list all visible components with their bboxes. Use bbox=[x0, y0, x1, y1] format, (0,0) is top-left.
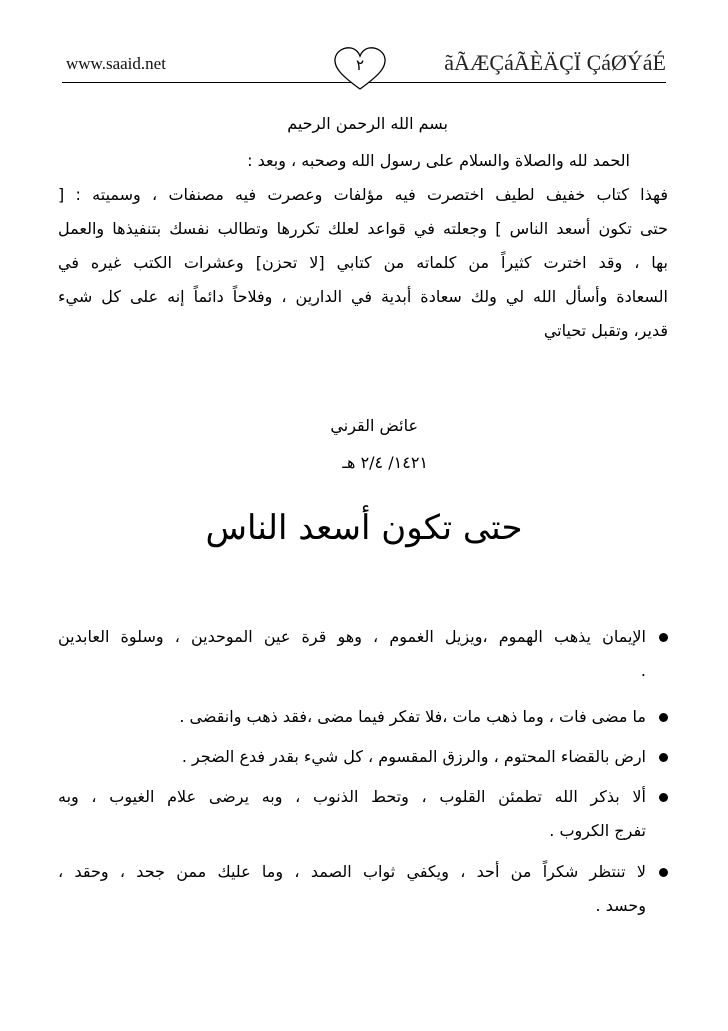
date: ١٤٢١/ ٢/٤ هـ bbox=[342, 453, 428, 472]
header-title: ãÃÆÇáÃÈÄÇÏ ÇáØÝáÉ bbox=[444, 50, 666, 75]
list-item bbox=[58, 780, 668, 850]
book-title: حتى تكون أسعد الناس bbox=[205, 508, 523, 548]
list-item-text: وحسد . bbox=[595, 896, 646, 915]
page-number: ٢ bbox=[355, 56, 365, 74]
list-item bbox=[58, 740, 668, 774]
bullet-icon bbox=[659, 753, 668, 762]
list-item-text: ارض بالقضاء المحتوم ، والرزق المقسوم ، كل شيء بقدر فدع الضجر . bbox=[181, 747, 646, 766]
list-item bbox=[58, 700, 668, 734]
hamd-line: الحمد لله والصلاة والسلام على رسول الله وصحبه ، وبعد : bbox=[247, 151, 630, 170]
page-number-badge bbox=[332, 46, 388, 92]
bullet-icon bbox=[659, 868, 668, 877]
bullet-icon bbox=[659, 793, 668, 802]
paragraph-line: قدير، وتقبل تحياتي bbox=[543, 321, 668, 340]
paragraph-line: بها ، وقد اخترت كثيراً من كلماته من كتابي [لا تحزن] وعشرات الكتب غيره في bbox=[58, 253, 668, 272]
basmala: بسم الله الرحمن الرحيم bbox=[287, 114, 448, 133]
list-item-text: ألا بذكر الله تطمئن القلوب ، وتحط الذنوب ، وبه يرضى علام الغيوب ، وبه bbox=[58, 787, 646, 806]
bullet-icon bbox=[659, 713, 668, 722]
list-item bbox=[58, 620, 668, 690]
paragraph-line: السعادة وأسأل الله لي ولك سعادة أبدية في الدارين ، وفلاحاً دائماً إنه على كل شيء bbox=[58, 287, 668, 306]
author-name: عائض القرني bbox=[330, 416, 418, 435]
paragraph-line: فهذا كتاب خفيف لطيف اختصرت فيه مؤلفات وعصرت فيه مصنفات ، وسميته : [ bbox=[58, 185, 668, 204]
list-item-text: ما مضى فات ، وما ذهب مات ،فلا تفكر فيما مضى ،فقد ذهب وانقضى . bbox=[179, 707, 646, 726]
list-item-text: الإيمان يذهب الهموم ،ويزيل الغموم ، وهو قرة عين الموحدين ، وسلوة العابدين bbox=[58, 627, 646, 646]
list-item-text: لا تنتظر شكراً من أحد ، ويكفي ثواب الصمد ، وما عليك ممن جحد ، وحقد ، bbox=[58, 862, 646, 881]
list-item-text: تفرج الكروب . bbox=[549, 821, 646, 840]
bullet-icon bbox=[659, 633, 668, 642]
intro-paragraph bbox=[58, 178, 668, 348]
paragraph-line: حتى تكون أسعد الناس ] وجعلته في قواعد لعلك تكررها وتطالب نفسك بتنفيذها والعمل bbox=[58, 219, 668, 238]
website-url: www.saaid.net bbox=[66, 54, 166, 73]
list-item-text: . bbox=[640, 661, 646, 680]
list-item bbox=[58, 855, 668, 925]
